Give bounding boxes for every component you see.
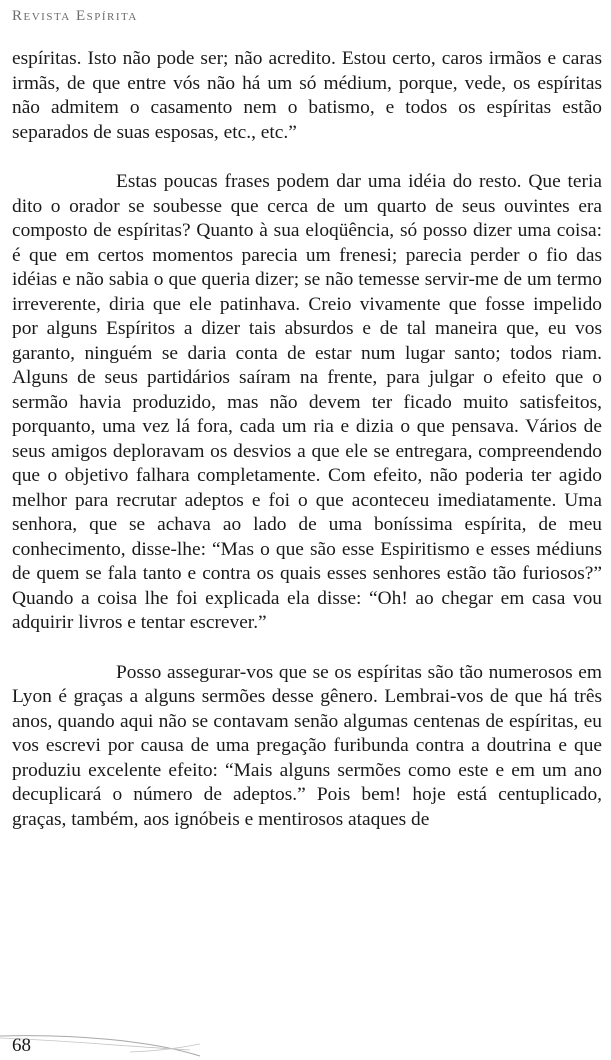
paragraph: Estas poucas frases podem dar uma idéia do resto. Que teria dito o orador se soubesse que cerca de um quarto de seus ouvintes era composto de espíritas? Quanto à sua eloqüência, só posso dizer uma coisa: é que em certos momentos parecia um frenesi; parecia perder o fio das idéias e não sabia o que queria dizer; se não temesse servir-me de um termo irreverente, diria que ele patinhava. Creio vivamente que fosse impelido por alguns Espíritos a dizer tais absurdos e de tal maneira que, eu vos garanto, ninguém se daria conta de estar num lugar santo; todos riam. Alguns de seus partidários saíram na frente, para julgar o efeito que o sermão havia produzido, mas não devem ter ficado muito satisfeitos, porquanto, uma vez lá fora, cada um ria e dizia o que pensava. Vários de seus amigos deploravam os desvios a que ele se entregara, compreendendo que o objetivo falhara completamente. Com efeito, não poderia ter agido melhor para recrutar adeptos e foi o que aconteceu imediatamente. Uma senhora, que se achava ao lado de uma boníssima espírita, de meu conhecimento, disse-lhe: “Mas o que são esse Espiritismo e esses médiuns de quem se fala tanto e contra os quais esses senhores estão tão furiosos?” Quando a coisa lhe foi explicada ela disse: “Oh! ao chegar em casa vou adquirir livros e tentar escrever.” <box>12 171 602 633</box>
page-number: 68 <box>12 1035 31 1056</box>
body-text <box>12 47 602 832</box>
paragraph: Posso assegurar-vos que se os espíritas são tão numerosos em Lyon é graças a alguns sermões desse gênero. Lembrai-vos de que há três anos, quando aqui não se contavam senão algumas centenas de espíritas, eu vos escrevi por causa de uma pregação furibunda contra a doutrina e que produziu excelente efeito: “Mais alguns sermões como este e em um ano decuplicará o número de adeptos.” Pois bem! hoje está centuplicado, graças, também, aos ignóbeis e mentirosos ataques de <box>12 661 602 830</box>
running-title: Revista Espírita <box>12 8 138 24</box>
page-footer <box>0 1020 611 1060</box>
footer-swoosh-ornament <box>0 1020 260 1060</box>
paragraph-continuation: espíritas. Isto não pode ser; não acredito. Estou certo, caros irmãos e caras irmãs, de que entre vós não há um só médium, porque, vede, os espíritas não admitem o casamento nem o batismo, e todos os espíritas estão separados de suas esposas, etc., etc.” <box>12 48 602 143</box>
